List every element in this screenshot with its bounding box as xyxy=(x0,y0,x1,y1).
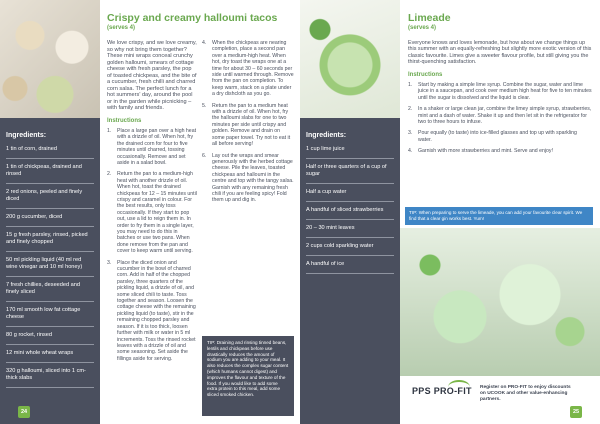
tacos-photo xyxy=(0,0,100,118)
step-text: Place the diced onion and cucumber in the bowl of charred corn. Add in half of the chopped parsley, three quarters of the pickling liquid, a drizzle of oil, and some sliced chili to taste. Toss together and season. Loosen the cottage cheese with the remaining pickling liquid (to taste), stir in the remaining chopped parsley and season. If it is too thick, loosen further with milk or water in 5 ml increments. Toss the rinsed rocket leaves with a drizzle of oil and some seasoning. Set aside the fillings aside for serving. xyxy=(117,259,196,362)
pps-profit-logo: PPS PRO-FIT xyxy=(412,386,472,396)
step-number: 4. xyxy=(202,40,207,46)
ingredient-item: 80 g rocket, rinsed xyxy=(6,332,94,345)
ingredient-item: 7 fresh chillies, deseeded and finely sliced xyxy=(6,282,94,302)
ingredient-item: 50 ml pickling liquid (40 ml red wine vinegar and 10 ml honey) xyxy=(6,257,94,277)
right-ingredients-list xyxy=(306,146,394,279)
left-ingredients-list xyxy=(6,146,94,393)
limeade-photo-bottom xyxy=(400,228,600,376)
step-text: Pour equally (to taste) into ice-filled glasses and top up with sparkling water. xyxy=(418,130,577,143)
step-number: 1. xyxy=(408,82,413,89)
ingredient-item: 1 cup lime juice xyxy=(306,146,394,159)
step-number: 5. xyxy=(202,102,207,109)
right-steps-list xyxy=(408,82,592,155)
ingredient-item: 320 g halloumi, sliced into 1 cm-thick slabs xyxy=(6,368,94,388)
step-number: 2. xyxy=(408,106,413,113)
ingredient-item: 1 tin of corn, drained xyxy=(6,146,94,159)
left-recipe-title: Crispy and creamy halloumi tacos xyxy=(107,12,278,24)
instruction-step xyxy=(107,260,197,363)
ingredient-item: 20 – 30 mint leaves xyxy=(306,225,394,238)
step-number: 3. xyxy=(408,130,413,137)
right-serves: (serves 4) xyxy=(408,25,437,31)
step-text: Start by making a simple lime syrup. Combine the sugar, water and lime juice in a saucepan, and cook over medium high heat for five to ten minutes until the sugar is dissolved and the liquid is clear. xyxy=(418,82,592,101)
step-number: 4. xyxy=(408,148,413,155)
step-number: 3. xyxy=(107,259,112,266)
ingredient-item: A handful of ice xyxy=(306,261,394,274)
left-steps-part2 xyxy=(202,40,294,204)
step-number: 6. xyxy=(202,152,207,159)
right-instructions-heading: Instructions xyxy=(408,71,443,78)
instruction-step xyxy=(202,40,294,98)
left-tip-box: TIP: Draining and rinsing tinned beans, lentils and chickpeas before use drastically reduces the amount of sodium you are adding to your meal. It also reduces the complex sugar content (which humans cannot digest) and improves the flavour and texture of the food. If you would like to add some extra protein to this meal, add some sliced smoked chicken. xyxy=(202,336,294,416)
instruction-step xyxy=(107,171,197,254)
step-text: In a shaker or large clean jar, combine the limey simple syrup, strawberries, mint and a dash of water. Shake it up and then let sit in the refrigerator for two to three hours to infuse. xyxy=(418,106,592,126)
step-text: When the chickpeas are nearing completion, place a second pan over a medium-high heat. When hot, dry toast the wraps one at a time for about 30 – 60 seconds per side until warmed through. Remove from the pan on completion. To keep warm, stack on a plate under a dry dishcloth as you go. xyxy=(212,40,294,98)
instruction-step xyxy=(107,128,197,166)
ingredient-item: 170 ml smooth low fat cottage cheese xyxy=(6,307,94,327)
page-number-right: 25 xyxy=(570,406,582,418)
right-column xyxy=(408,40,592,160)
instruction-step xyxy=(408,148,592,154)
left-column-2 xyxy=(202,40,294,209)
right-tip-box: TIP: When preparing to serve the limeade, you can add your favourite clear spirit. We find that a clear gin works best. Yum! xyxy=(405,207,593,225)
step-number: 2. xyxy=(107,171,112,178)
ingredient-item: 1 tin of chickpeas, drained and rinsed xyxy=(6,164,94,184)
right-ingredients-heading: Ingredients: xyxy=(306,132,347,139)
ingredient-item: 12 mini whole wheat wraps xyxy=(6,350,94,363)
instruction-step xyxy=(202,153,294,204)
ingredient-item: Half a cup water xyxy=(306,189,394,202)
step-text: Return the pan to a medium heat with a drizzle of oil. When hot, fry the halloumi slabs for one to two minutes per side until crispy and golden. Remove and drain on some paper towel. Try not to eat it all before serving! xyxy=(212,102,291,148)
right-recipe-title: Limeade xyxy=(408,12,451,24)
step-text: Garnish with more strawberries and mint. Serve and enjoy! xyxy=(418,148,553,155)
instruction-step xyxy=(202,103,294,148)
register-note: Register on PRO-FIT to enjoy discounts on UCOOK and other value-enhancing partners. xyxy=(480,385,571,402)
right-intro: Everyone knows and loves lemonade, but how about we change things up this summer with an equally-refreshing but slightly more exotic version of this classic favourite. Limes give a sweeter flavour profile, but still giving you the thirst-quenching satisfaction. xyxy=(408,40,592,66)
step-text: Place a large pan over a high heat with a drizzle of oil. When hot, fry the drained corn for four to five minutes until charred, tossing occasionally. Remove and set aside in a salad bowl. xyxy=(117,127,197,166)
ingredient-item: 15 g fresh parsley, rinsed, picked and finely chopped xyxy=(6,232,94,252)
instruction-step xyxy=(408,106,592,125)
left-instructions-heading: Instructions xyxy=(107,117,142,124)
step-text: Return the pan to a medium-high heat with another drizzle of oil. When hot, toast the drained chickpeas for 12 – 15 minutes until crispy and caramel in colour. For the best results, only toss occasionally. If they start to pop out, use a lid to reign them in. In order to fry them in a single layer, you may need to do this in batches or use two pans. When done remove from the pan and cover to keep warm until serving. xyxy=(117,171,197,255)
limeade-photo-top xyxy=(300,0,400,118)
left-steps-part1 xyxy=(107,128,197,362)
left-column-1 xyxy=(107,40,197,367)
ingredient-item: 2 red onions, peeled and finely diced xyxy=(6,189,94,209)
left-intro: We love crispy, and we love creamy, so why not bring them together? These mini wraps conceal crunchy golden halloumi, smears of cottage cheese with fresh parsley, the pop of toasted chickpeas, and the bite of a cucumber, fresh chilli and charred corn salsa. The perfect lunch for a hot summers' day, around the pool or in the garden while picnicking – with family and friends. xyxy=(107,40,197,111)
instruction-step xyxy=(408,82,592,101)
step-number: 1. xyxy=(107,127,112,134)
instruction-step xyxy=(408,130,592,143)
ingredient-item: 200 g cucumber, diced xyxy=(6,214,94,227)
left-ingredients-heading: Ingredients: xyxy=(6,132,47,139)
ingredient-item: A handful of sliced strawberries xyxy=(306,207,394,220)
page-number-left: 24 xyxy=(18,406,30,418)
step-text: Lay out the wraps and smear generously with the herbed cottage cheese. Pile the leaves, toasted chickpeas and halloumi in the centre and top with the tangy salsa. Garnish with any remaining fresh chili if you are feeling spicy! Fold them up and dig in. xyxy=(212,152,294,204)
left-serves: (serves 4) xyxy=(107,25,136,31)
ingredient-item: Half or three quarters of a cup of sugar xyxy=(306,164,394,184)
ingredient-item: 2 cups cold sparkling water xyxy=(306,243,394,256)
